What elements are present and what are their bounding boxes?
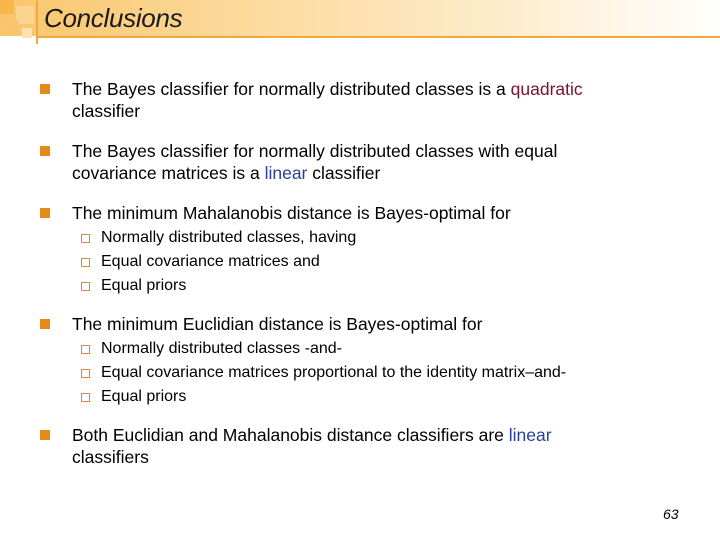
header-horizontal-rule: [36, 36, 720, 38]
checkbox-bullet-icon: [81, 345, 90, 354]
checkbox-bullet-icon: [81, 369, 90, 378]
bullet-item: [72, 424, 692, 468]
sub-item: [81, 250, 320, 274]
sub-item-text: Equal priors: [101, 277, 187, 294]
bullet-marker: [40, 84, 50, 94]
page-number: 63: [663, 506, 679, 522]
bullet-item: The minimum Euclidian distance is Bayes-optimal for: [72, 314, 483, 334]
checkbox-bullet-icon: [81, 282, 90, 291]
bullet-item: [72, 140, 692, 184]
checkbox-bullet-icon: [81, 393, 90, 402]
sub-item: [81, 337, 342, 361]
sub-item: [81, 385, 186, 409]
bullet-text: Both Euclidian and Mahalanobis distance classifiers are: [72, 425, 509, 445]
sub-item: [81, 274, 186, 298]
sub-item-text: Equal covariance matrices and: [101, 253, 320, 270]
bullet-text: classifier: [72, 101, 141, 121]
bullet-text: covariance matrices is a: [72, 163, 265, 183]
bullet-item: [72, 78, 692, 122]
sub-item: [81, 226, 356, 250]
highlight-term: linear: [508, 425, 552, 445]
slide-title: Conclusions: [44, 3, 183, 33]
bullet-marker: [40, 319, 50, 329]
bullet-text: classifier: [307, 163, 381, 183]
checkbox-bullet-icon: [81, 258, 90, 267]
sub-item-text: Normally distributed classes, having: [101, 229, 357, 246]
bullet-marker: [40, 430, 50, 440]
bullet-marker: [40, 208, 50, 218]
highlight-term: linear: [264, 163, 308, 183]
sub-item-text: Normally distributed classes -and-: [101, 340, 342, 357]
bullet-text: classifiers: [72, 447, 149, 467]
decor-square: [16, 6, 34, 24]
highlight-term: quadratic: [510, 79, 583, 99]
decor-square: [22, 28, 32, 38]
checkbox-bullet-icon: [81, 234, 90, 243]
bullet-marker: [40, 146, 50, 156]
bullet-text: The Bayes classifier for normally distributed classes with equal: [72, 141, 558, 161]
sub-item-text: Equal priors: [101, 388, 187, 405]
bullet-item: The minimum Mahalanobis distance is Bayes-optimal for: [72, 203, 511, 223]
bullet-text: The Bayes classifier for normally distributed classes is a: [72, 79, 511, 99]
decor-square: [0, 0, 14, 14]
sub-item: [81, 361, 566, 385]
sub-item-text: Equal covariance matrices proportional to the identity matrix–and-: [101, 364, 567, 381]
decor-square: [6, 20, 18, 32]
